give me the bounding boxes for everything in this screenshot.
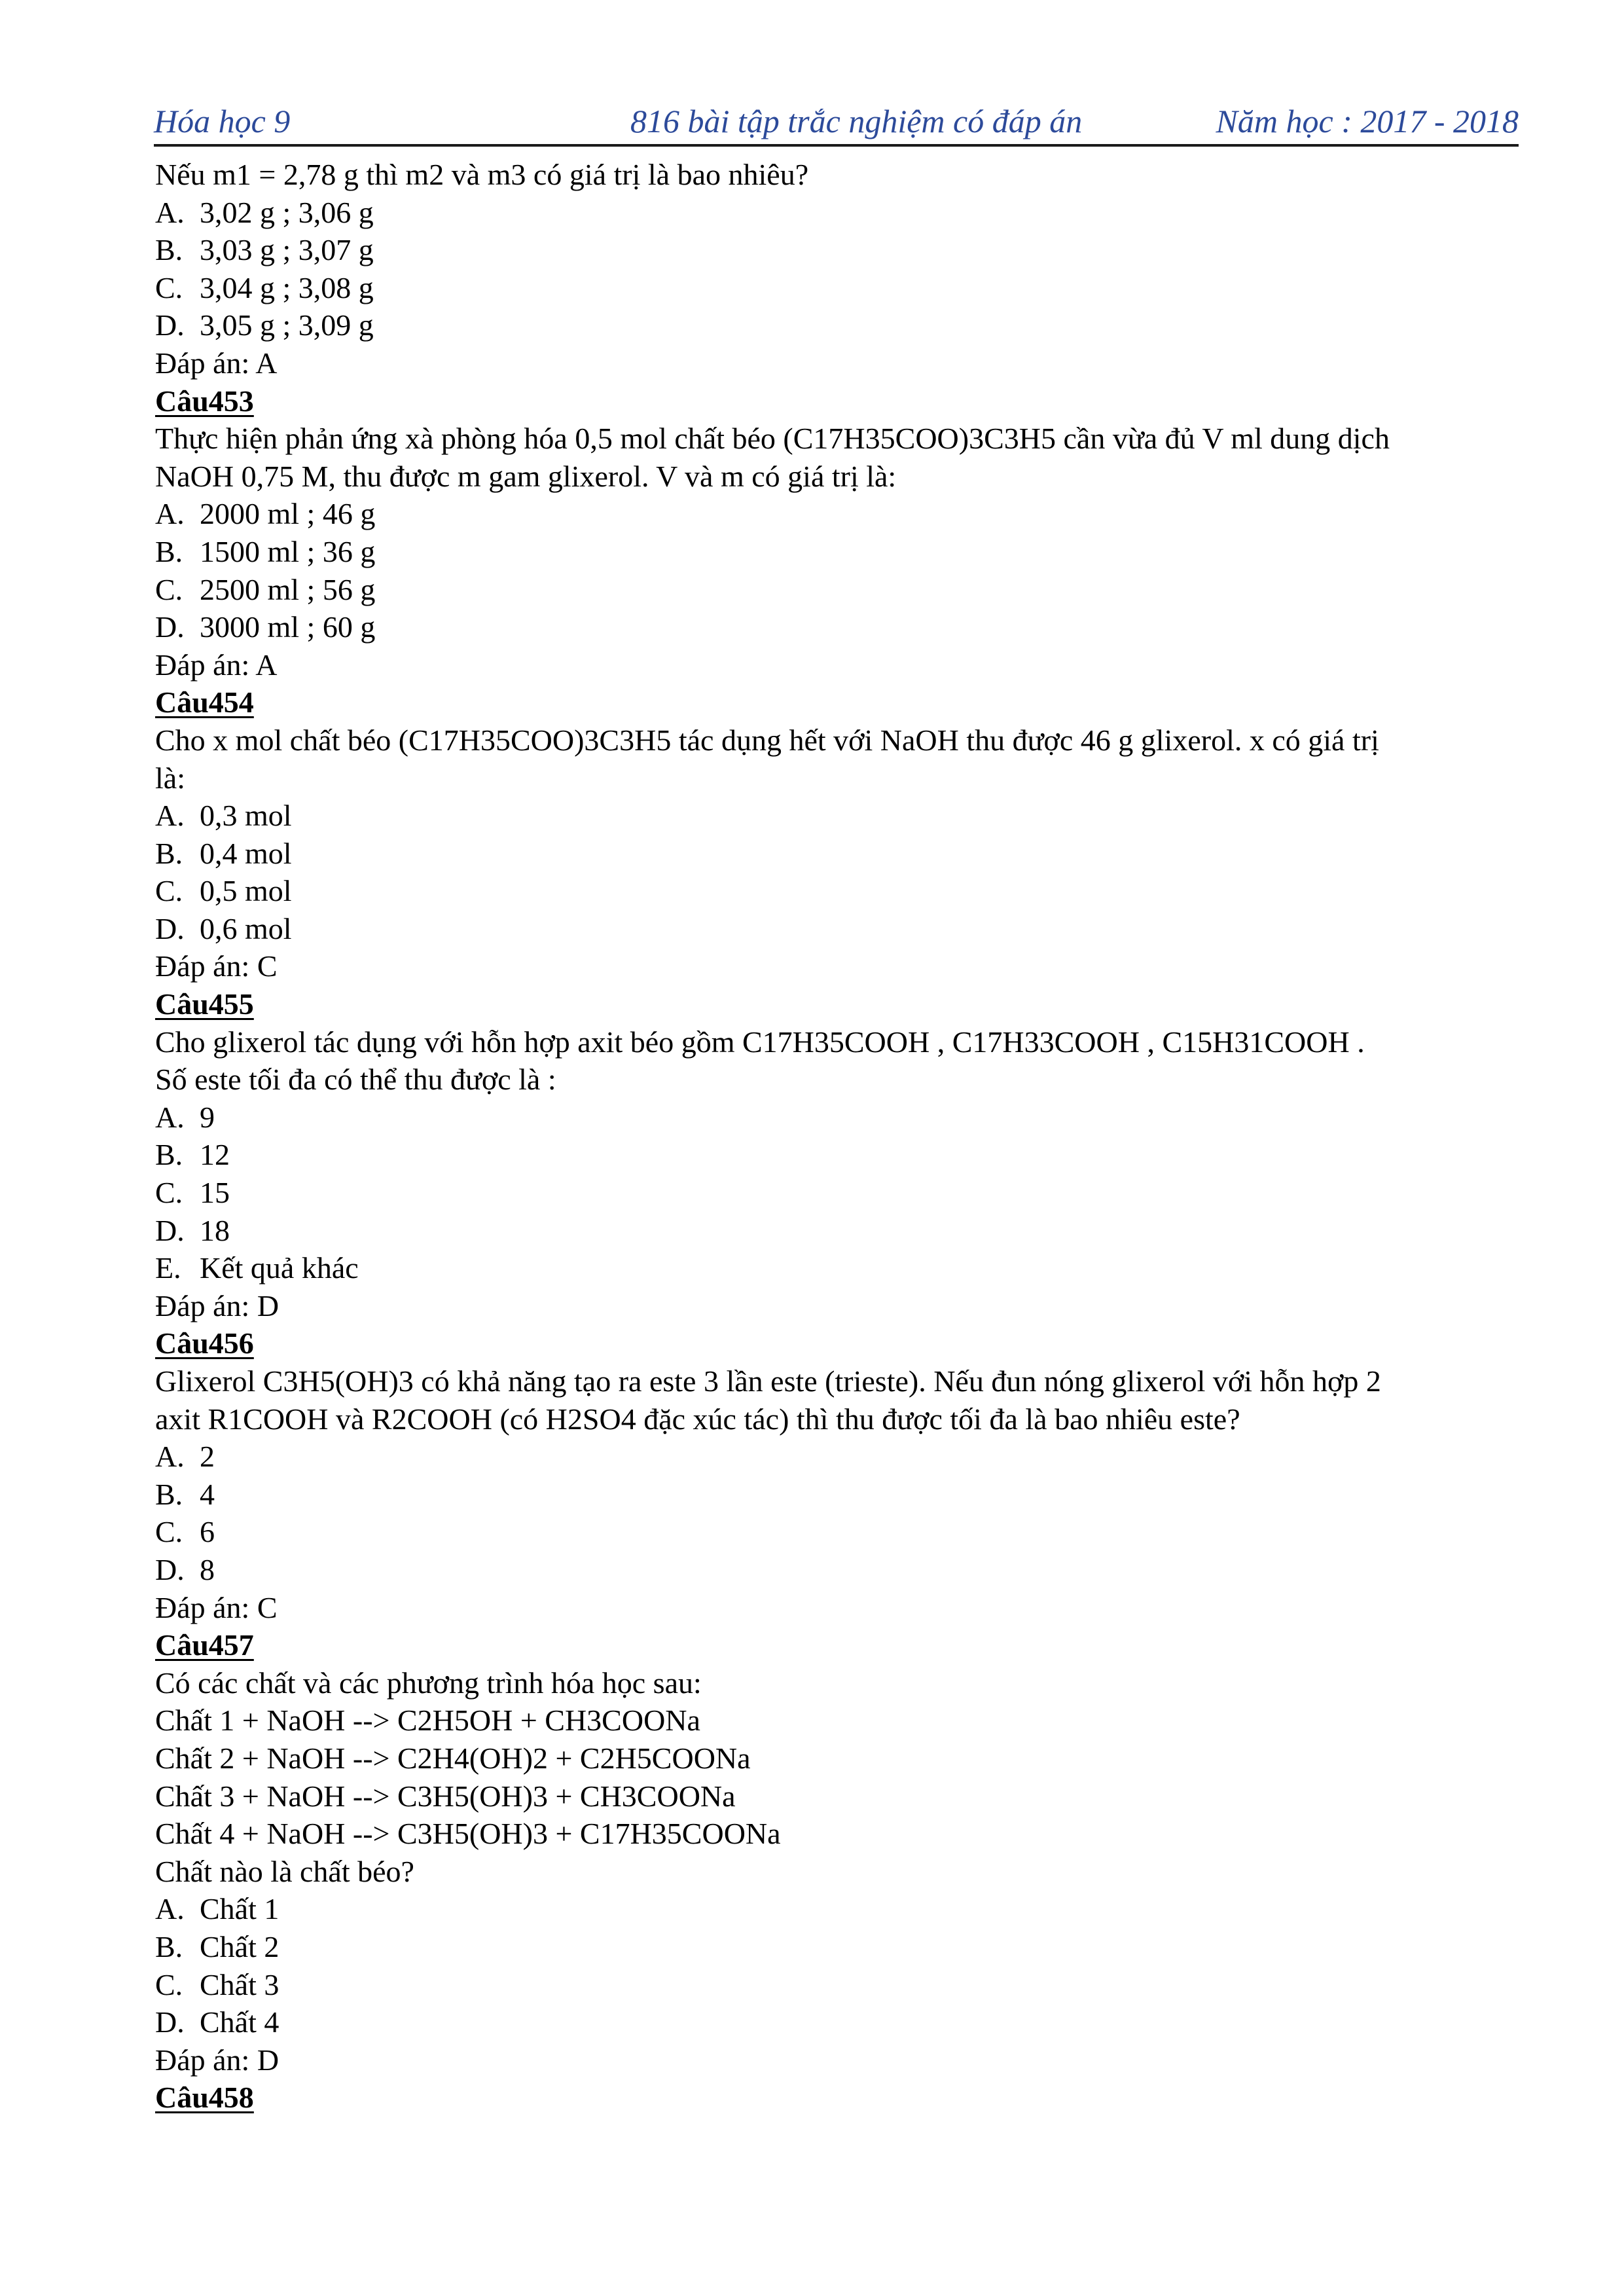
option-letter: C. bbox=[155, 1967, 183, 2001]
option-c bbox=[155, 571, 1510, 609]
option-text: 6 bbox=[200, 1515, 215, 1549]
header-school-year: Năm học : 2017 - 2018 bbox=[1216, 103, 1519, 139]
option-a bbox=[155, 1890, 1510, 1928]
option-letter: D. bbox=[155, 2005, 185, 2039]
option-text: 12 bbox=[200, 1138, 230, 1172]
question-text-line: Có các chất và các phương trình hóa học sau: bbox=[155, 1666, 702, 1700]
equation-line: Chất 1 + NaOH --> C2H5OH + CH3COONa bbox=[155, 1704, 700, 1738]
option-b bbox=[155, 835, 1510, 873]
option-b bbox=[155, 1476, 1510, 1514]
option-b bbox=[155, 533, 1510, 571]
option-text: 4 bbox=[200, 1477, 215, 1511]
option-letter: B. bbox=[155, 836, 183, 870]
option-text: 3,02 g ; 3,06 g bbox=[200, 195, 374, 229]
option-text: 18 bbox=[200, 1213, 230, 1247]
option-text: Chất 3 bbox=[200, 1967, 280, 2001]
option-text: Chất 2 bbox=[200, 1929, 280, 1963]
option-c bbox=[155, 1966, 1510, 2004]
option-d bbox=[155, 2003, 1510, 2041]
option-text: 3000 ml ; 60 g bbox=[200, 610, 376, 644]
option-text: 2000 ml ; 46 g bbox=[200, 497, 376, 531]
option-letter: D. bbox=[155, 1552, 185, 1586]
question-text-line: NaOH 0,75 M, thu được m gam glixerol. V và m có giá trị là: bbox=[155, 459, 897, 493]
option-text: 2 bbox=[200, 1440, 215, 1474]
option-letter: C. bbox=[155, 874, 183, 908]
option-letter: C. bbox=[155, 1176, 183, 1210]
option-letter: A. bbox=[155, 195, 185, 229]
option-text: 8 bbox=[200, 1552, 215, 1586]
option-d bbox=[155, 910, 1510, 948]
question-title: Câu457 bbox=[155, 1628, 254, 1662]
option-a bbox=[155, 797, 1510, 835]
question-title: Câu454 bbox=[155, 685, 254, 720]
option-e bbox=[155, 1249, 1510, 1287]
option-letter: A. bbox=[155, 1100, 185, 1134]
question-text-line: Glixerol C3H5(OH)3 có khả năng tạo ra este 3 lần este (trieste). Nếu đun nóng glixerol với hỗn hợp 2 bbox=[155, 1364, 1381, 1398]
option-letter: C. bbox=[155, 572, 183, 606]
option-text: Kết quả khác bbox=[200, 1251, 359, 1285]
option-a bbox=[155, 495, 1510, 533]
option-a bbox=[155, 1438, 1510, 1476]
option-d bbox=[155, 608, 1510, 646]
option-letter: B. bbox=[155, 534, 183, 568]
answer-line: Đáp án: A bbox=[155, 346, 278, 380]
option-letter: A. bbox=[155, 1892, 185, 1926]
option-d bbox=[155, 1551, 1510, 1589]
question-text-line: Chất nào là chất béo? bbox=[155, 1854, 414, 1888]
option-d bbox=[155, 306, 1510, 344]
document-body bbox=[155, 156, 1510, 2117]
question-title: Câu455 bbox=[155, 987, 254, 1021]
option-letter: C. bbox=[155, 1515, 183, 1549]
option-text: 1500 ml ; 36 g bbox=[200, 534, 376, 568]
option-letter: B. bbox=[155, 1138, 183, 1172]
option-letter: A. bbox=[155, 497, 185, 531]
option-a bbox=[155, 194, 1510, 232]
option-a bbox=[155, 1099, 1510, 1137]
option-text: 0,5 mol bbox=[200, 874, 292, 908]
option-text: 9 bbox=[200, 1100, 215, 1134]
option-b bbox=[155, 1928, 1510, 1966]
option-letter: C. bbox=[155, 270, 183, 304]
option-text: 0,4 mol bbox=[200, 836, 292, 870]
question-text-line: Nếu m1 = 2,78 g thì m2 và m3 có giá trị là bao nhiêu? bbox=[155, 158, 809, 191]
option-c bbox=[155, 269, 1510, 307]
equation-line: Chất 2 + NaOH --> C2H4(OH)2 + C2H5COONa bbox=[155, 1741, 751, 1775]
header-subject: Hóa học 9 bbox=[154, 103, 291, 139]
option-text: 0,6 mol bbox=[200, 911, 292, 945]
option-b bbox=[155, 231, 1510, 269]
option-d bbox=[155, 1212, 1510, 1250]
option-letter: A. bbox=[155, 1440, 185, 1474]
option-letter: D. bbox=[155, 308, 185, 342]
option-b bbox=[155, 1136, 1510, 1174]
equation-line: Chất 4 + NaOH --> C3H5(OH)3 + C17H35COONa bbox=[155, 1817, 781, 1851]
option-letter: D. bbox=[155, 610, 185, 644]
question-text-line: Số este tối đa có thể thu được là : bbox=[155, 1063, 556, 1097]
question-text-line: Cho x mol chất béo (C17H35COO)3C3H5 tác dụng hết với NaOH thu được 46 g glixerol. x có giá trị bbox=[155, 723, 1379, 757]
option-text: 3,05 g ; 3,09 g bbox=[200, 308, 374, 342]
option-letter: B. bbox=[155, 233, 183, 267]
question-title: Câu456 bbox=[155, 1326, 254, 1360]
question-text-line: là: bbox=[155, 761, 185, 795]
question-text-line: Thực hiện phản ứng xà phòng hóa 0,5 mol chất béo (C17H35COO)3C3H5 cần vừa đủ V ml dung dịch bbox=[155, 422, 1390, 456]
option-letter: B. bbox=[155, 1929, 183, 1963]
question-title: Câu458 bbox=[155, 2081, 254, 2115]
option-c bbox=[155, 1513, 1510, 1551]
option-text: 2500 ml ; 56 g bbox=[200, 572, 376, 606]
option-text: 0,3 mol bbox=[200, 799, 292, 833]
option-c bbox=[155, 1174, 1510, 1212]
header-book-title: 816 bài tập trắc nghiệm có đáp án bbox=[630, 103, 1083, 139]
page-header bbox=[154, 92, 1519, 147]
option-text: 15 bbox=[200, 1176, 230, 1210]
option-letter: D. bbox=[155, 911, 185, 945]
option-letter: D. bbox=[155, 1213, 185, 1247]
answer-line: Đáp án: D bbox=[155, 2043, 280, 2077]
answer-line: Đáp án: C bbox=[155, 949, 278, 983]
option-text: Chất 4 bbox=[200, 2005, 280, 2039]
answer-line: Đáp án: D bbox=[155, 1288, 280, 1322]
equation-line: Chất 3 + NaOH --> C3H5(OH)3 + CH3COONa bbox=[155, 1779, 736, 1813]
question-text-line: Cho glixerol tác dụng với hỗn hợp axit béo gồm C17H35COOH , C17H33COOH , C15H31COOH . bbox=[155, 1025, 1365, 1059]
question-title: Câu453 bbox=[155, 384, 254, 418]
question-text-line: axit R1COOH và R2COOH (có H2SO4 đặc xúc tác) thì thu được tối đa là bao nhiêu este? bbox=[155, 1402, 1240, 1436]
option-text: 3,04 g ; 3,08 g bbox=[200, 270, 374, 304]
answer-line: Đáp án: A bbox=[155, 647, 278, 682]
answer-line: Đáp án: C bbox=[155, 1590, 278, 1624]
option-letter: E. bbox=[155, 1251, 181, 1285]
option-letter: A. bbox=[155, 799, 185, 833]
option-c bbox=[155, 872, 1510, 910]
option-letter: B. bbox=[155, 1477, 183, 1511]
option-text: 3,03 g ; 3,07 g bbox=[200, 233, 374, 267]
option-text: Chất 1 bbox=[200, 1892, 280, 1926]
